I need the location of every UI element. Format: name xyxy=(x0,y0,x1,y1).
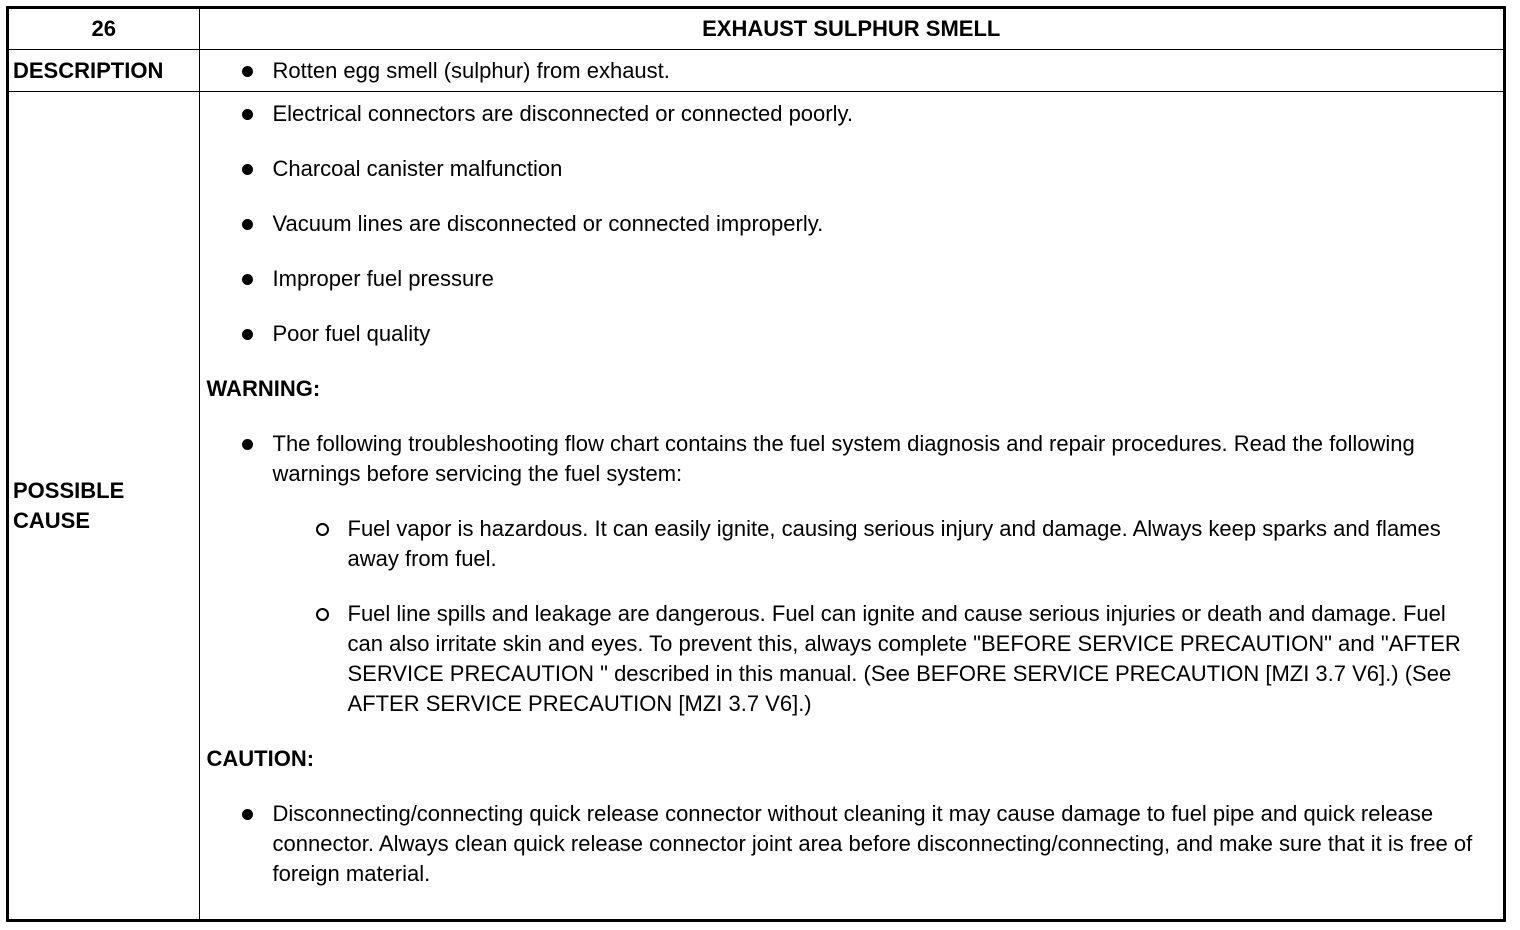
cause-text: Vacuum lines are disconnected or connected improperly. xyxy=(272,211,824,236)
hollow-bullet-icon xyxy=(316,608,329,621)
warning-subitem-text: Fuel line spills and leakage are dangerous. Fuel can ignite and cause serious injuries or death and damage. Fuel can also irritate skin and eyes. To prevent this, always complete "BEFORE SERVICE PRECAUTION" and "AFTER SERVICE PRECAUTION " described in this manual. (See BEFORE SERVICE PRECAUTION [MZI 3.7 V6].) (See AFTER SERVICE PRECAUTION [MZI 3.7 V6].) xyxy=(347,601,1461,716)
cause-item xyxy=(200,154,1504,184)
warning-text: The following troubleshooting flow chart contains the fuel system diagnosis and repair procedures. Read the following warnings before servicing the fuel system: xyxy=(272,431,1415,486)
warning-heading: WARNING: xyxy=(206,376,321,401)
possible-cause-row xyxy=(9,92,1503,920)
possible-cause-label-line2: CAUSE xyxy=(13,507,91,533)
cause-text: Improper fuel pressure xyxy=(272,266,494,291)
cause-text: Poor fuel quality xyxy=(272,321,431,346)
bullet-icon xyxy=(242,809,253,820)
warning-item xyxy=(200,429,1504,489)
caution-text: Disconnecting/connecting quick release connector without cleaning it may cause damage to fuel pipe and quick release connector. Always clean quick release connector joint area before disconnecting/connecting, and make sure that it is free of foreign material. xyxy=(272,801,1473,886)
caution-heading: CAUTION: xyxy=(206,746,315,771)
warning-subitem-text: Fuel vapor is hazardous. It can easily ignite, causing serious injury and damage. Always keep sparks and flames away from fuel. xyxy=(347,516,1441,571)
description-cell xyxy=(199,50,1503,92)
page-title: EXHAUST SULPHUR SMELL xyxy=(199,9,1503,50)
caution-item xyxy=(200,799,1504,889)
cause-item xyxy=(200,264,1504,294)
cause-item xyxy=(200,319,1504,349)
description-row xyxy=(9,50,1503,92)
possible-cause-label-line1: POSSIBLE xyxy=(13,477,125,503)
bullet-icon xyxy=(242,109,253,120)
header-row xyxy=(9,9,1503,50)
hollow-bullet-icon xyxy=(316,523,329,536)
possible-cause-label xyxy=(9,92,199,920)
step-number: 26 xyxy=(9,9,199,50)
cause-item xyxy=(200,209,1504,239)
warning-subitem xyxy=(200,514,1504,574)
cause-item xyxy=(200,99,1504,129)
bullet-icon xyxy=(242,329,253,340)
troubleshooting-document xyxy=(6,6,1506,922)
bullet-icon xyxy=(242,164,253,175)
troubleshooting-table xyxy=(9,9,1503,919)
warning-subitem xyxy=(200,599,1504,719)
bullet-icon xyxy=(242,439,253,450)
bullet-icon xyxy=(242,274,253,285)
possible-cause-cell xyxy=(199,92,1503,920)
description-text: Rotten egg smell (sulphur) from exhaust. xyxy=(272,57,670,83)
description-label: DESCRIPTION xyxy=(9,50,199,92)
cause-text: Charcoal canister malfunction xyxy=(272,156,563,181)
cause-text: Electrical connectors are disconnected or connected poorly. xyxy=(272,101,853,126)
bullet-icon xyxy=(242,219,253,230)
description-item xyxy=(200,56,1504,86)
bullet-icon xyxy=(242,66,253,77)
